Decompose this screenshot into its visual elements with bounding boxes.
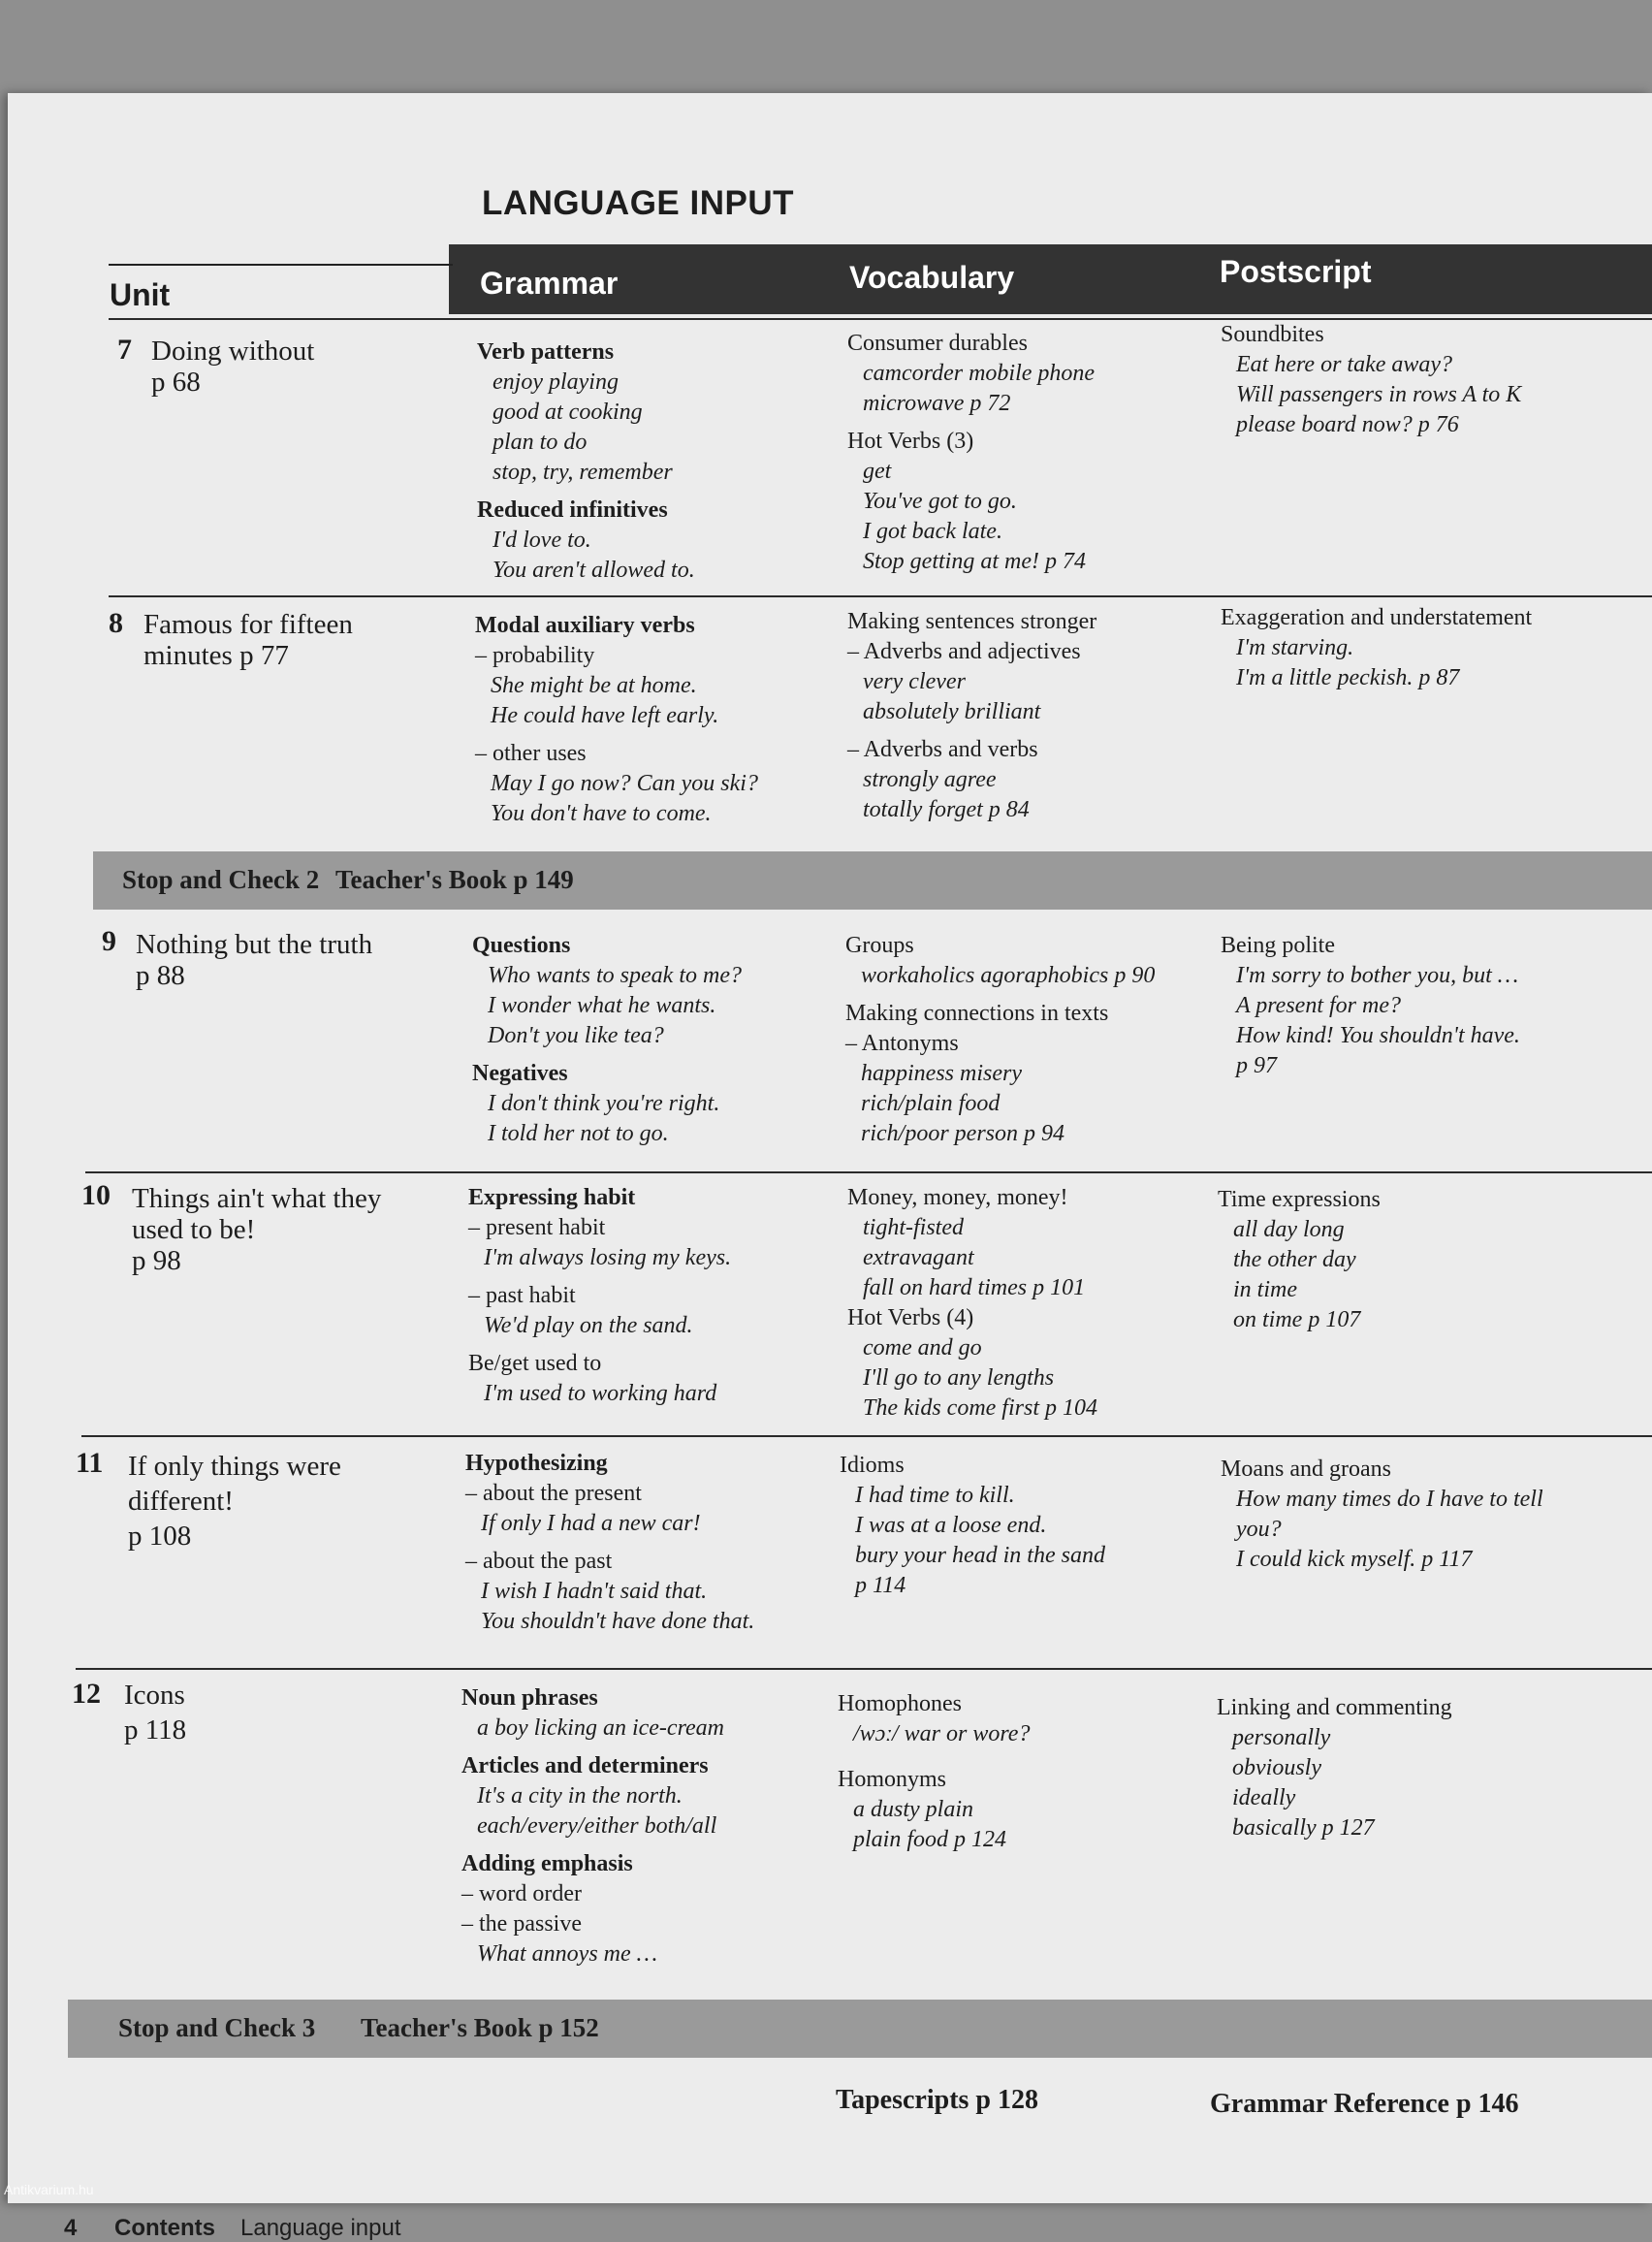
vocabulary-line: p 114 — [855, 1573, 906, 1598]
vocabulary-line: The kids come first p 104 — [863, 1395, 1097, 1421]
vocabulary-line: totally forget p 84 — [863, 797, 1030, 822]
spacer — [468, 1273, 837, 1281]
vocabulary-line: /wɔː/ war or wore? — [853, 1721, 1031, 1746]
vocabulary-line: I had time to kill. — [855, 1483, 1015, 1508]
unit-page: minutes p 77 — [143, 640, 289, 671]
unit-title: Icons — [124, 1680, 185, 1711]
postscript-line: Time expressions — [1218, 1187, 1381, 1212]
column-header-band — [449, 244, 1652, 314]
postscript-line: in time — [1233, 1277, 1297, 1302]
vocabulary-line: extravagant — [863, 1245, 974, 1270]
postscript-line: A present for me? — [1236, 993, 1401, 1018]
grammar-line: Hypothesizing — [465, 1451, 608, 1476]
grammar-line: I don't think you're right. — [488, 1091, 720, 1116]
unit-number: 10 — [81, 1179, 111, 1211]
grammar-line: You shouldn't have done that. — [481, 1609, 755, 1634]
row-divider — [109, 595, 1652, 597]
vocabulary-line: plain food p 124 — [853, 1827, 1007, 1852]
spacer — [475, 731, 834, 739]
unit-8-vocabulary — [847, 607, 1216, 825]
postscript-line: Moans and groans — [1221, 1457, 1391, 1482]
grammar-line: May I go now? Can you ski? — [491, 771, 758, 796]
unit-page: used to be! — [132, 1214, 256, 1245]
unit-9-grammar — [472, 931, 831, 1149]
postscript-line: all day long — [1233, 1217, 1345, 1242]
vocabulary-line: rich/poor person p 94 — [861, 1121, 1064, 1146]
unit-number: 7 — [117, 334, 132, 366]
postscript-line: I'm starving. — [1236, 635, 1354, 660]
postscript-line: I'm a little peckish. p 87 — [1236, 665, 1460, 690]
grammar-line: Noun phrases — [461, 1685, 598, 1711]
grammar-line: Be/get used to — [468, 1351, 602, 1376]
grammar-line: Verb patterns — [477, 339, 615, 365]
postscript-line: Exaggeration and understatement — [1221, 605, 1533, 630]
postscript-line: Soundbites — [1221, 322, 1324, 347]
postscript-line: personally — [1232, 1725, 1331, 1750]
unit-page: p 118 — [124, 1714, 187, 1746]
postscript-line: Being polite — [1221, 933, 1335, 958]
vocabulary-line: absolutely brilliant — [863, 699, 1041, 724]
footer-section: Language input — [240, 2215, 401, 2241]
postscript-line: How kind! You shouldn't have. — [1236, 1023, 1520, 1048]
page-title: LANGUAGE INPUT — [482, 184, 794, 222]
unit-title: Doing without — [151, 336, 315, 367]
spacer — [465, 1539, 834, 1547]
unit-title: Things ain't what they — [132, 1183, 382, 1214]
vocabulary-line: Money, money, money! — [847, 1185, 1068, 1210]
postscript-line: basically p 127 — [1232, 1815, 1375, 1841]
grammar-line: Adding emphasis — [461, 1851, 633, 1876]
grammar-line: Reduced infinitives — [477, 497, 668, 523]
vocabulary-line: I got back late. — [863, 519, 1002, 544]
spacer — [477, 488, 836, 496]
grammar-line: Expressing habit — [468, 1185, 636, 1210]
grammar-line: You don't have to come. — [491, 801, 712, 826]
spacer — [461, 1842, 830, 1849]
unit-number: 12 — [72, 1678, 101, 1710]
stop-and-check-label: Stop and Check 2 — [122, 865, 320, 894]
vocabulary-line: fall on hard times p 101 — [863, 1275, 1086, 1300]
unit-page: p 88 — [136, 960, 185, 991]
vocabulary-line: Hot Verbs (3) — [847, 429, 974, 454]
vocabulary-line: microwave p 72 — [863, 391, 1011, 416]
vocabulary-line: camcorder mobile phone — [863, 361, 1096, 386]
grammar-line: We'd play on the sand. — [484, 1313, 693, 1338]
vocabulary-line: Groups — [845, 933, 914, 958]
vocabulary-line: Making connections in texts — [845, 1001, 1109, 1026]
row-divider — [76, 1668, 1652, 1670]
unit-title: Nothing but the truth — [136, 929, 373, 960]
stop-and-check-label: Stop and Check 3 — [118, 2013, 316, 2042]
vocabulary-line: You've got to go. — [863, 489, 1017, 514]
spacer — [847, 419, 1216, 427]
postscript-line: ideally — [1232, 1785, 1296, 1810]
book-page — [8, 93, 1652, 2241]
grammar-line: – other uses — [475, 741, 587, 766]
unit-title: If only things were — [128, 1451, 341, 1482]
grammar-line: He could have left early. — [491, 703, 719, 728]
vocabulary-line: strongly agree — [863, 767, 997, 792]
unit-10-vocabulary — [847, 1183, 1216, 1424]
grammar-line: enjoy playing — [492, 369, 619, 395]
grammar-line: I'd love to. — [492, 528, 591, 553]
vocabulary-line: Homophones — [838, 1691, 962, 1716]
postscript-line: please board now? p 76 — [1236, 412, 1459, 437]
unit-page: different! — [128, 1486, 234, 1517]
postscript-line: p 97 — [1236, 1053, 1277, 1078]
spacer — [472, 1051, 831, 1059]
vocabulary-line: Stop getting at me! p 74 — [863, 549, 1086, 574]
grammar-line: It's a city in the north. — [477, 1783, 683, 1809]
unit-7-postscript — [1221, 320, 1637, 440]
vocabulary-column-header: Vocabulary — [849, 260, 1015, 295]
vocabulary-line: a dusty plain — [853, 1797, 973, 1822]
postscript-line: How many times do I have to tell — [1236, 1487, 1543, 1512]
grammar-line: – about the present — [465, 1481, 642, 1506]
grammar-line: Negatives — [472, 1061, 568, 1086]
vocabulary-line: very clever — [863, 669, 966, 694]
grammar-line: She might be at home. — [491, 673, 697, 698]
postscript-line: I could kick myself. p 117 — [1236, 1547, 1473, 1572]
vocabulary-line: Consumer durables — [847, 331, 1028, 356]
vocabulary-line: get — [863, 459, 892, 484]
vocabulary-line: workaholics agoraphobics p 90 — [861, 963, 1156, 988]
unit-9-postscript — [1221, 931, 1637, 1081]
vocabulary-line: – Adverbs and verbs — [847, 737, 1038, 762]
unit-10-grammar — [468, 1183, 837, 1409]
row-divider — [85, 1171, 1652, 1173]
vocabulary-line: Homonyms — [838, 1767, 947, 1792]
grammar-line: You aren't allowed to. — [492, 558, 695, 583]
grammar-line: a boy licking an ice-cream — [477, 1715, 725, 1741]
grammar-line: I'm used to working hard — [484, 1381, 717, 1406]
teachers-book-ref: Teacher's Book p 152 — [361, 2013, 599, 2042]
postscript-line: obviously — [1232, 1755, 1321, 1780]
unit-8-postscript — [1221, 603, 1647, 693]
unit-7-vocabulary — [847, 329, 1216, 577]
grammar-line: – present habit — [468, 1215, 606, 1240]
postscript-line: Eat here or take away? — [1236, 352, 1453, 377]
postscript-line: I'm sorry to bother you, but … — [1236, 963, 1519, 988]
vocabulary-line: – Antonyms — [845, 1031, 959, 1056]
vocabulary-line: tight-fisted — [863, 1215, 964, 1240]
unit-8-grammar — [475, 611, 834, 829]
grammar-line: each/every/either both/all — [477, 1813, 717, 1839]
grammar-line: I told her not to go. — [488, 1121, 669, 1146]
unit-11-grammar — [465, 1449, 834, 1637]
unit-column-header: Unit — [110, 277, 171, 312]
spacer — [461, 1744, 830, 1751]
unit-10-postscript — [1218, 1185, 1635, 1335]
grammar-column-header: Grammar — [480, 266, 619, 301]
unit-12-postscript — [1217, 1693, 1643, 1843]
vocabulary-line: bury your head in the sand — [855, 1543, 1105, 1568]
unit-page: p 68 — [151, 367, 201, 398]
unit-11-vocabulary — [840, 1451, 1218, 1601]
postscript-line: the other day — [1233, 1247, 1356, 1272]
grammar-line: I'm always losing my keys. — [484, 1245, 732, 1270]
watermark: Antikvarium.hu — [4, 2182, 94, 2197]
postscript-line: on time p 107 — [1233, 1307, 1361, 1332]
vocabulary-line: – Adverbs and adjectives — [847, 639, 1081, 664]
grammar-line: – the passive — [461, 1911, 582, 1937]
unit-number: 9 — [102, 925, 116, 957]
vocabulary-line: come and go — [863, 1335, 982, 1361]
unit-9-vocabulary — [845, 931, 1223, 1149]
grammar-line: – past habit — [468, 1283, 576, 1308]
unit-7-grammar — [477, 337, 836, 586]
postscript-line: Will passengers in rows A to K — [1236, 382, 1522, 407]
grammar-line: Modal auxiliary verbs — [475, 613, 695, 638]
unit-number: 11 — [76, 1447, 104, 1479]
grammar-line: Don't you like tea? — [488, 1023, 664, 1048]
unit-11-postscript — [1221, 1455, 1647, 1575]
unit-header-rule — [109, 264, 453, 266]
postscript-column-header: Postscript — [1220, 254, 1372, 289]
teachers-book-ref: Teacher's Book p 149 — [335, 865, 574, 894]
grammar-line: – about the past — [465, 1549, 613, 1574]
grammar-line: – probability — [475, 643, 595, 668]
grammar-line: Articles and determiners — [461, 1753, 709, 1778]
grammar-line: – word order — [461, 1881, 582, 1906]
vocabulary-line: Idioms — [840, 1453, 905, 1478]
unit-page: p 108 — [128, 1521, 192, 1552]
unit-page: p 98 — [132, 1245, 181, 1276]
grammar-line: good at cooking — [492, 400, 643, 425]
vocabulary-line: happiness misery — [861, 1061, 1022, 1086]
grammar-line: Questions — [472, 933, 571, 958]
vocabulary-line: Hot Verbs (4) — [847, 1305, 974, 1330]
spacer — [847, 727, 1216, 735]
spacer — [838, 1749, 1216, 1757]
unit-12-grammar — [461, 1683, 830, 1970]
row-divider — [81, 1435, 1652, 1437]
tapescripts-ref: Tapescripts p 128 — [836, 2085, 1039, 2115]
spacer — [845, 991, 1223, 999]
postscript-line: you? — [1236, 1517, 1282, 1542]
grammar-line: I wish I hadn't said that. — [481, 1579, 708, 1604]
unit-12-vocabulary — [838, 1689, 1216, 1855]
grammar-line: Who wants to speak to me? — [488, 963, 742, 988]
unit-number: 8 — [109, 607, 123, 639]
stop-and-check-2-band — [93, 851, 1652, 910]
grammar-reference-ref: Grammar Reference p 146 — [1210, 2089, 1519, 2119]
postscript-line: Linking and commenting — [1217, 1695, 1452, 1720]
grammar-line: I wonder what he wants. — [488, 993, 716, 1018]
vocabulary-line: I was at a loose end. — [855, 1513, 1047, 1538]
stop-and-check-3-band — [68, 2000, 1652, 2058]
grammar-line: What annoys me … — [477, 1941, 657, 1967]
page-number: 4 — [64, 2215, 78, 2241]
vocabulary-line: I'll go to any lengths — [863, 1365, 1055, 1391]
spacer — [838, 1757, 1216, 1765]
grammar-line: stop, try, remember — [492, 460, 673, 485]
unit-title: Famous for fifteen — [143, 609, 353, 640]
grammar-line: plan to do — [492, 430, 588, 455]
footer-contents: Contents — [114, 2215, 215, 2241]
vocabulary-line: rich/plain food — [861, 1091, 1001, 1116]
vocabulary-line: Making sentences stronger — [847, 609, 1097, 634]
grammar-line: If only I had a new car! — [481, 1511, 701, 1536]
spacer — [468, 1341, 837, 1349]
